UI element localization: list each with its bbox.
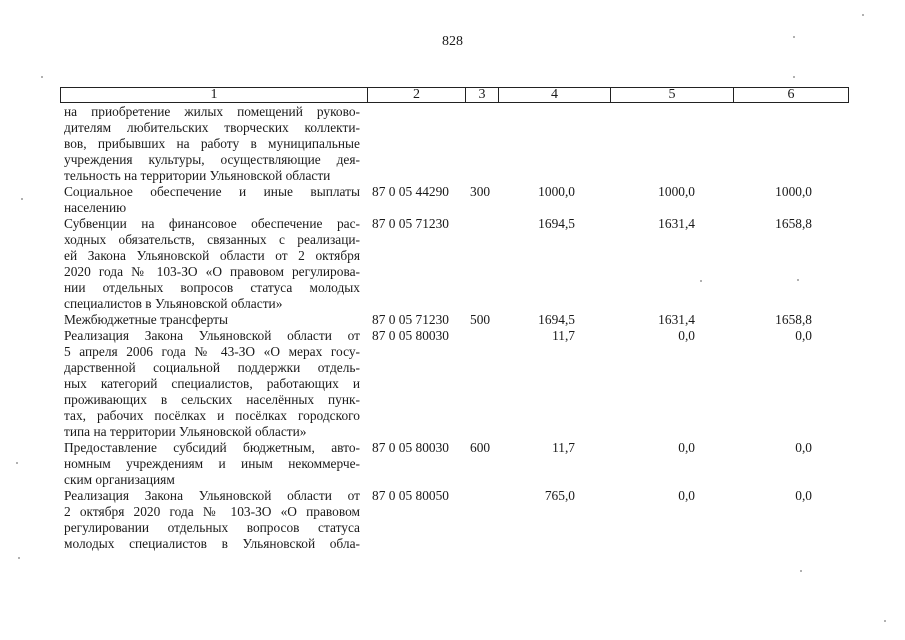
scan-speck xyxy=(862,14,864,16)
row-value-col4: 1000,0 xyxy=(538,184,575,199)
description-line: Реализация Закона Ульяновской области от xyxy=(64,488,360,503)
row-value-col4: 1694,5 xyxy=(538,216,575,231)
scan-speck xyxy=(18,557,20,559)
description-line: ским организациям xyxy=(64,472,175,487)
row-description xyxy=(64,488,360,552)
description-line: дителям любительских творческих коллекти- xyxy=(64,120,360,135)
description-line: молодых специалистов в Ульяновской обла- xyxy=(64,536,360,551)
row-code: 87 0 05 80030 xyxy=(372,440,449,455)
row-code: 87 0 05 80030 xyxy=(372,328,449,343)
row-value-col6: 1658,8 xyxy=(775,312,812,327)
description-line: проживающих в сельских населённых пунк- xyxy=(64,392,360,407)
table-row xyxy=(0,488,905,552)
row-code: 87 0 05 80050 xyxy=(372,488,449,503)
row-description xyxy=(64,184,360,216)
description-line: типа на территории Ульяновской области» xyxy=(64,424,307,439)
table-row xyxy=(0,104,905,184)
description-line: ных категорий специалистов, работающих и xyxy=(64,376,360,391)
row-value-col6: 0,0 xyxy=(795,328,812,343)
table-row xyxy=(0,328,905,440)
row-value-col5: 0,0 xyxy=(678,488,695,503)
row-value-col6: 0,0 xyxy=(795,440,812,455)
description-line: 5 апреля 2006 года № 43-ЗО «О мерах госу- xyxy=(64,344,360,359)
description-line: учреждения культуры, осуществляющие дея- xyxy=(64,152,360,167)
row-description xyxy=(64,328,360,440)
row-value-col4: 1694,5 xyxy=(538,312,575,327)
table-header-col-1: 1 xyxy=(210,87,218,102)
description-line: тах, рабочих посёлках и посёлках городского xyxy=(64,408,360,423)
scan-speck xyxy=(700,280,702,282)
description-line: Межбюджетные трансферты xyxy=(64,312,228,327)
table-body xyxy=(0,104,905,552)
table-row xyxy=(0,184,905,216)
row-expense-type: 500 xyxy=(470,312,491,327)
scan-speck xyxy=(884,620,886,622)
scan-speck xyxy=(793,36,795,38)
row-description xyxy=(64,312,360,328)
row-description xyxy=(64,216,360,312)
table-header-col-4: 4 xyxy=(498,88,610,102)
row-value-col6: 1000,0 xyxy=(775,184,812,199)
row-expense-type: 600 xyxy=(470,440,491,455)
description-line: Социальное обеспечение и иные выплаты xyxy=(64,184,360,199)
description-line: дарственной социальной поддержки отдель- xyxy=(64,360,360,375)
row-value-col4: 11,7 xyxy=(552,440,575,455)
scan-speck xyxy=(21,198,23,200)
scan-speck xyxy=(797,279,799,281)
row-value-col6: 1658,8 xyxy=(775,216,812,231)
table-row xyxy=(0,312,905,328)
row-value-col6: 0,0 xyxy=(795,488,812,503)
scan-speck xyxy=(41,76,43,78)
row-value-col5: 1631,4 xyxy=(658,312,695,327)
description-line: Предоставление субсидий бюджетным, авто- xyxy=(64,440,360,455)
table-header-col-5: 5 xyxy=(610,88,733,102)
row-description xyxy=(64,104,360,184)
row-value-col4: 765,0 xyxy=(544,488,575,503)
description-line: специалистов в Ульяновской области» xyxy=(64,296,283,311)
row-value-col5: 1631,4 xyxy=(658,216,695,231)
table-header-col-6: 6 xyxy=(733,88,848,102)
row-code: 87 0 05 71230 xyxy=(372,312,449,327)
description-line: на приобретение жилых помещений руково- xyxy=(64,104,360,119)
table-row xyxy=(0,440,905,488)
description-line: вов, прибывших на работу в муниципальные xyxy=(64,136,360,151)
row-value-col4: 11,7 xyxy=(552,328,575,343)
description-line: регулировании отдельных вопросов статуса xyxy=(64,520,360,535)
description-line: 2 октября 2020 года № 103-ЗО «О правовом xyxy=(64,504,360,519)
description-line: Субвенции на финансовое обеспечение рас- xyxy=(64,216,360,231)
table-row xyxy=(0,216,905,312)
scan-speck xyxy=(16,462,18,464)
description-line: нии отдельных вопросов статуса молодых xyxy=(64,280,360,295)
page-number: 828 xyxy=(442,34,463,49)
description-line: номным учреждениям и иным некоммерче- xyxy=(64,456,360,471)
table-header-row xyxy=(60,87,849,103)
description-line: ей Закона Ульяновской области от 2 октября xyxy=(64,248,360,263)
description-line: 2020 года № 103-ЗО «О правовом регулирова- xyxy=(64,264,360,279)
description-line: населению xyxy=(64,200,127,215)
description-line: ходных обязательств, связанных с реализаци- xyxy=(64,232,360,247)
row-code: 87 0 05 44290 xyxy=(372,184,449,199)
row-value-col5: 0,0 xyxy=(678,440,695,455)
description-line: Реализация Закона Ульяновской области от xyxy=(64,328,360,343)
table-header-col-2: 2 xyxy=(367,88,465,102)
row-value-col5: 1000,0 xyxy=(658,184,695,199)
table-header-col-3: 3 xyxy=(465,88,498,102)
description-line: тельность на территории Ульяновской области xyxy=(64,168,331,183)
row-description xyxy=(64,440,360,488)
row-value-col5: 0,0 xyxy=(678,328,695,343)
scan-speck xyxy=(800,570,802,572)
scan-speck xyxy=(793,76,795,78)
row-expense-type: 300 xyxy=(470,184,491,199)
row-code: 87 0 05 71230 xyxy=(372,216,449,231)
